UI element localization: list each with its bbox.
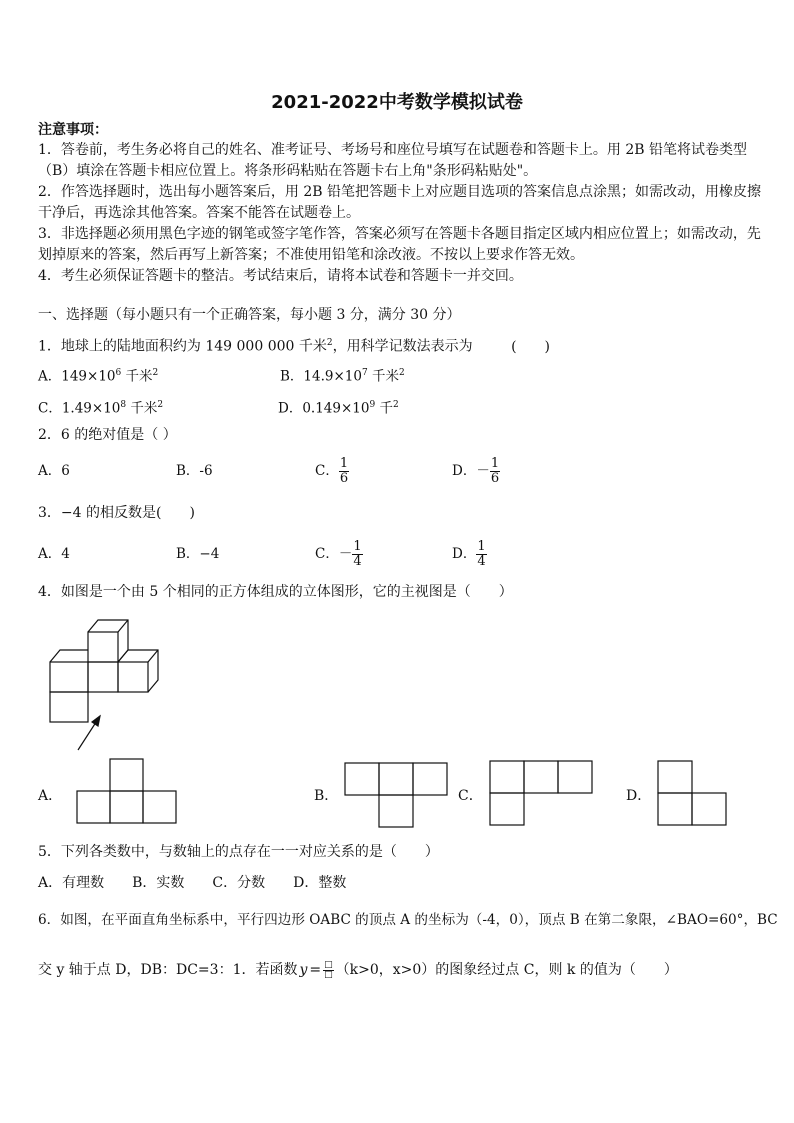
notice-line: 4．考生必须保证答题卡的整洁。考试结束后，请将本试卷和答题卡一并交回。 xyxy=(38,268,523,284)
section-heading: 一、选择题（每小题只有一个正确答案，每小题 3 分，满分 30 分） xyxy=(38,307,461,323)
q4-option-a-label[interactable]: A． xyxy=(38,788,63,804)
notice-line: 3．非选择题必须用黑色字迹的钢笔或签字笔作答，答案必须写在答题卡各题目指定区域内相应位置上；如需改动，先 xyxy=(38,226,761,242)
q5-options[interactable]: A．有理数 B．实数 C．分数 D．整数 xyxy=(38,875,347,891)
q5-stem: 5．下列各类数中，与数轴上的点存在一一对应关系的是（ ） xyxy=(38,844,439,860)
q4-option-d-figure[interactable] xyxy=(657,760,727,826)
q4-option-c-label[interactable]: C． xyxy=(458,788,483,804)
notice-line: 划掉原来的答案，然后再写上新答案；不准使用铅笔和涂改液。不按以上要求作答无效。 xyxy=(38,247,584,263)
q3-option-c[interactable]: C．－ $\frac{1}{4}$ xyxy=(315,539,362,569)
q3-option-b[interactable]: B．−4 xyxy=(176,546,220,562)
q2-option-b[interactable]: B．-6 xyxy=(176,463,213,479)
fraction: $\frac{1}{4}$ xyxy=(353,539,362,569)
q4-option-b-figure[interactable] xyxy=(344,762,448,828)
q1-option-c[interactable]: C．$1.49\times 10^8$ 千米$^2$ xyxy=(38,400,164,417)
page-title: 2021-2022中考数学模拟试卷 xyxy=(271,92,523,113)
cube-solid-figure xyxy=(40,612,170,754)
q2-option-a[interactable]: A．6 xyxy=(38,463,70,479)
notice-line: 2．作答选择题时，选出每小题答案后，用 2B 铅笔把答题卡上对应题目选项的答案信息点涂黑；如需改动，用橡皮擦 xyxy=(38,184,761,200)
q2-stem: 2．6 的绝对值是（ ） xyxy=(38,427,177,443)
notice-heading: 注意事项： xyxy=(38,122,108,138)
q6-line2: 交 y 轴于点 D，DB：DC=3：1．若函数 y = $\frac{□}{□}$ （k>0，x>0）的图象经过点 C，则 k 的值为（ ） xyxy=(38,959,678,980)
notice-line: 干净后，再选涂其他答案。答案不能答在试题卷上。 xyxy=(38,205,360,221)
q4-option-a-figure[interactable] xyxy=(76,758,178,824)
q1-option-a[interactable]: A．$149\times 10^6$ 千米$^2$ xyxy=(38,368,159,385)
q2-option-c[interactable]: C． $\frac{1}{6}$ xyxy=(315,456,349,486)
fraction: $\frac{1}{6}$ xyxy=(490,456,500,486)
q4-option-c-figure[interactable] xyxy=(489,760,593,826)
q3-stem: 3．−4 的相反数是( ) xyxy=(38,505,195,521)
q4-option-b-label[interactable]: B． xyxy=(314,788,339,804)
q3-option-d[interactable]: D． $\frac{1}{4}$ xyxy=(452,539,486,569)
q1-stem: 1．地球上的陆地面积约为 149 000 000 千米$^2$，用科学记数法表示为 ( ) xyxy=(38,338,550,355)
notice-line: 1．答卷前，考生务必将自己的姓名、准考证号、考场号和座位号填写在试题卷和答题卡上。用 2B 铅笔将试卷类型 xyxy=(38,142,747,158)
q4-stem: 4．如图是一个由 5 个相同的正方体组成的立体图形，它的主视图是（ ） xyxy=(38,584,513,600)
q3-option-a[interactable]: A．4 xyxy=(38,546,70,562)
q4-option-d-label[interactable]: D． xyxy=(626,788,652,804)
notice-line: （B）填涂在答题卡相应位置上。将条形码粘贴在答题卡右上角"条形码粘贴处"。 xyxy=(38,163,538,179)
fraction: $\frac{1}{6}$ xyxy=(339,456,349,486)
q2-option-d[interactable]: D．－ $\frac{1}{6}$ xyxy=(452,456,500,486)
fraction: $\frac{□}{□}$ xyxy=(324,959,333,980)
fraction: $\frac{1}{4}$ xyxy=(477,539,486,569)
q1-option-b[interactable]: B．$14.9\times 10^7$ 千米$^2$ xyxy=(280,368,405,385)
q1-option-d[interactable]: D．$0.149\times 10^9$ 千$^2$ xyxy=(278,400,399,417)
q6-line1: 6．如图，在平面直角坐标系中，平行四边形 OABC 的顶点 A 的坐标为（-4，0），顶点 B 在第二象限，∠BAO=60°，BC xyxy=(38,912,778,928)
function-variable: y xyxy=(299,962,308,978)
